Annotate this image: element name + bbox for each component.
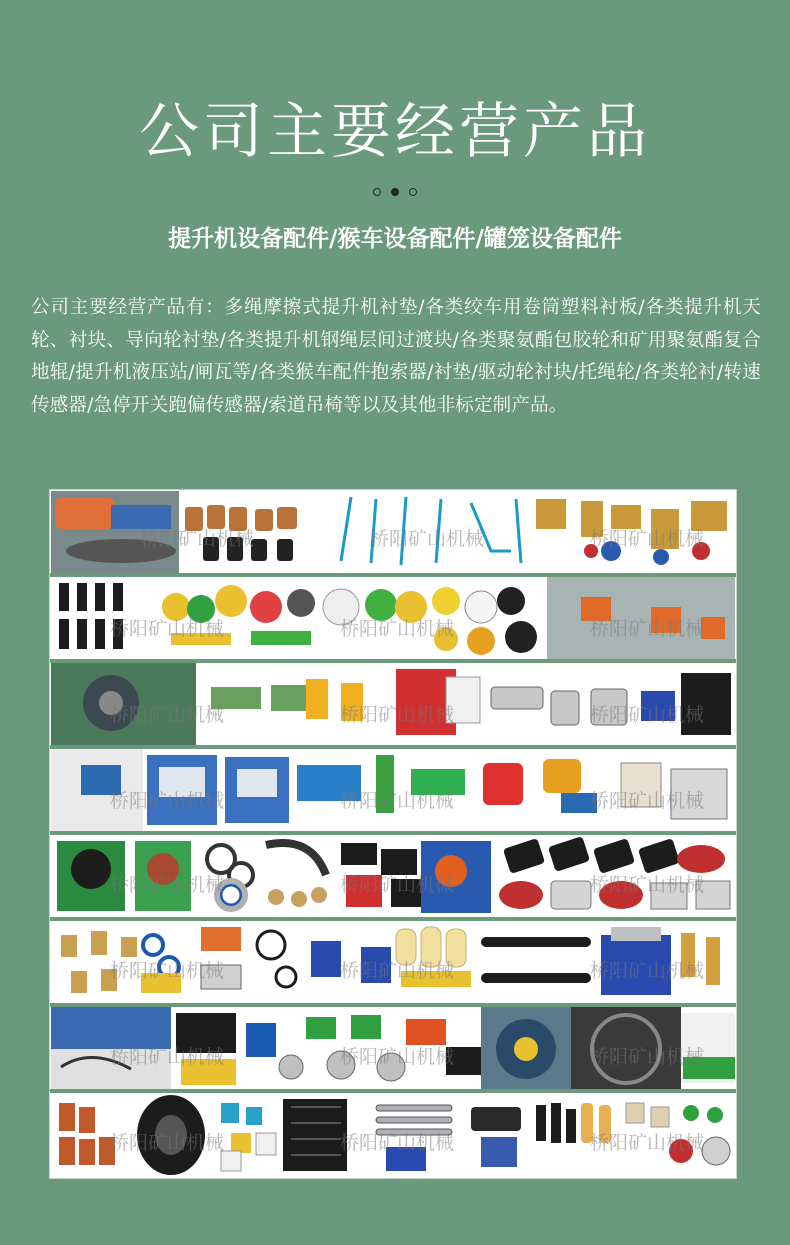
watermark-text: 桥阳矿山机械 [590, 704, 705, 726]
watermark-text: 桥阳矿山机械 [370, 528, 485, 550]
watermark-text: 桥阳矿山机械 [590, 618, 705, 640]
watermark-text: 桥阳矿山机械 [340, 704, 455, 726]
watermark-text: 桥阳矿山机械 [340, 618, 455, 640]
watermark-text: 桥阳矿山机械 [340, 1132, 455, 1154]
watermark-text: 桥阳矿山机械 [110, 874, 225, 896]
watermark-text: 桥阳矿山机械 [110, 1132, 225, 1154]
watermark-text: 桥阳矿山机械 [590, 790, 705, 812]
watermark-text: 桥阳矿山机械 [590, 1046, 705, 1068]
watermark-text: 桥阳矿山机械 [110, 790, 225, 812]
page-subtitle: 提升机设备配件/猴车设备配件/罐笼设备配件 [168, 225, 622, 252]
watermark-text: 桥阳矿山机械 [110, 960, 225, 982]
watermark-text: 桥阳矿山机械 [590, 874, 705, 896]
carousel-dot-2-active[interactable] [391, 188, 399, 196]
watermark-text: 桥阳矿山机械 [590, 528, 705, 550]
watermark-text: 桥阳矿山机械 [110, 704, 225, 726]
watermark-text: 桥阳矿山机械 [110, 1046, 225, 1068]
watermark-text: 桥阳矿山机械 [340, 874, 455, 896]
page-title: 公司主要经营产品 [139, 97, 651, 167]
carousel-dot-1[interactable] [373, 188, 381, 196]
watermark-text: 桥阳矿山机械 [340, 790, 455, 812]
watermark-text: 桥阳矿山机械 [140, 528, 255, 550]
watermark-text: 桥阳矿山机械 [340, 960, 455, 982]
product-gallery [49, 489, 737, 1179]
watermark-text: 桥阳矿山机械 [590, 960, 705, 982]
carousel-indicator [0, 188, 790, 196]
watermark-text: 桥阳矿山机械 [110, 618, 225, 640]
product-description: 公司主要经营产品有：多绳摩擦式提升机衬垫/各类绞车用卷筒塑料衬板/各类提升机天轮、衬块、导向轮衬垫/各类提升机钢绳层间过渡块/各类聚氨酯包胶轮和矿用聚氨酯复合地辊/提升机液压站/闸瓦等/各类猴车配件抱索器/衬垫/驱动轮衬块/托绳轮/各类轮衬/转速传感器/急停开关跑偏传感器/索道吊椅等以及其他非标定制产品。 [31, 297, 761, 416]
watermark-text: 桥阳矿山机械 [590, 1132, 705, 1154]
watermark-text: 桥阳矿山机械 [340, 1046, 455, 1068]
carousel-dot-3[interactable] [409, 188, 417, 196]
